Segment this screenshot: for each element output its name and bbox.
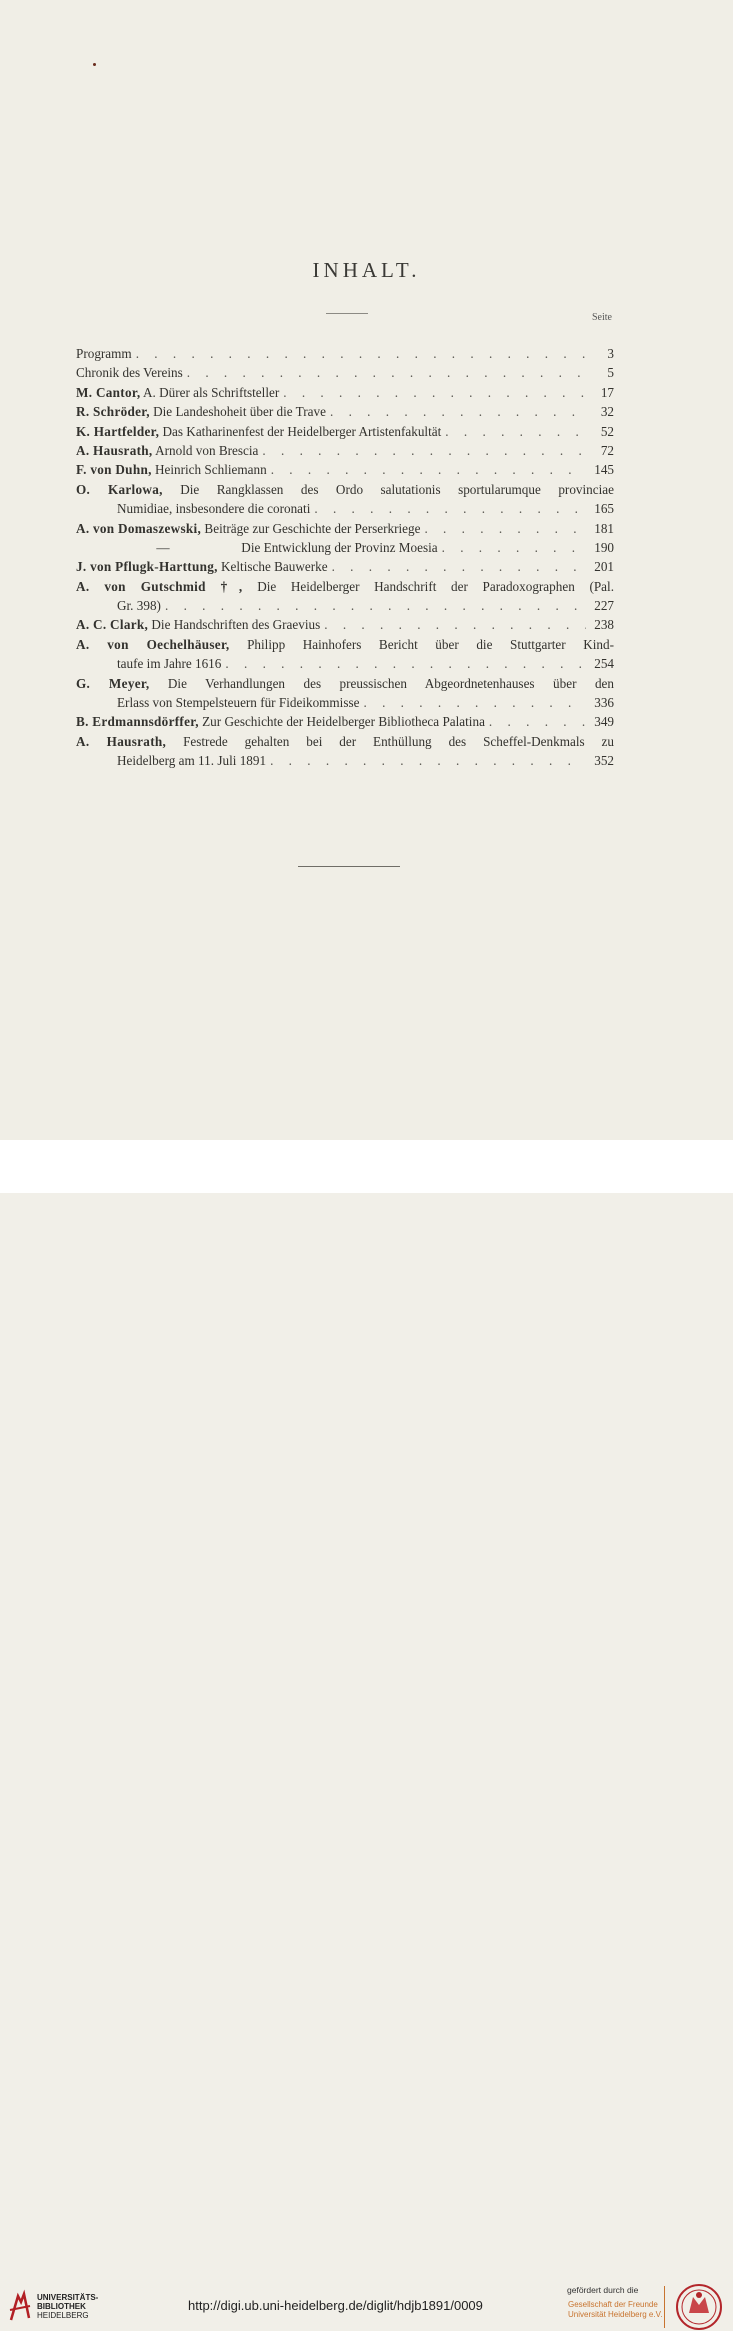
toc-entry [76, 538, 614, 557]
toc-entry-text: Programm [76, 346, 132, 361]
page-title: INHALT. [312, 258, 421, 282]
toc-entry [76, 441, 614, 460]
toc-page-number: 5 [607, 365, 614, 381]
sponsor-label: gefördert durch die [567, 2285, 639, 2295]
leader-dots [445, 422, 586, 441]
library-name-line: UNIVERSITÄTS- [37, 2293, 99, 2302]
toc-author: G. Meyer, [76, 675, 150, 691]
toc-entry [76, 615, 614, 634]
toc-title: Arnold von Brescia [155, 442, 259, 458]
toc-entry-continuation [76, 499, 614, 518]
toc-author: J. von Pflugk-Harttung, [76, 559, 218, 575]
toc-title: Das Katharinenfest der Heidelberger Artistenfakultät [162, 423, 442, 439]
toc-page-number: 3 [607, 346, 614, 361]
toc-page-number: 32 [600, 404, 614, 420]
toc-page-number: 201 [594, 559, 614, 575]
table-of-contents [76, 344, 614, 771]
leader-dots [187, 363, 586, 382]
toc-page-number: 145 [594, 462, 614, 478]
toc-page-number: 190 [594, 539, 614, 555]
leader-dots [324, 615, 586, 634]
seite-label: Seite [592, 312, 612, 323]
toc-title-continuation: Erlass von Stempelsteuern für Fideikommisse [117, 695, 360, 711]
toc-page-number: 181 [594, 520, 614, 536]
toc-entry [76, 519, 614, 538]
toc-author: A. Hausrath, [76, 733, 167, 749]
toc-author: K. Hartfelder, [76, 423, 160, 439]
title-rule [326, 313, 368, 314]
toc-page-number: 254 [594, 656, 614, 672]
digitization-footer [0, 1140, 733, 2320]
toc-title: Die Handschriften des Graevius [151, 617, 321, 633]
leader-dots [225, 654, 586, 673]
toc-page-number: 336 [594, 695, 614, 711]
toc-title-continuation: Numidiae, insbesondere die coronati [117, 501, 311, 517]
toc-page-number: 349 [594, 714, 614, 730]
leader-dots [363, 693, 586, 712]
university-library-logo-icon [8, 2288, 32, 2324]
toc-entry [76, 402, 614, 421]
toc-title: Die Heidelberger Handschrift der Paradoxographen (Pal. [257, 578, 614, 594]
leader-dots [489, 712, 586, 731]
toc-title: Festrede gehalten bei der Enthüllung des Scheffel-Denkmals zu [183, 733, 614, 749]
toc-author: A. von Gutschmid †, [76, 578, 243, 594]
toc-author: A. Hausrath, [76, 442, 153, 458]
toc-title: Keltische Bauwerke [221, 559, 328, 575]
toc-entry [76, 712, 614, 731]
scanned-page [0, 0, 733, 1140]
library-name [37, 2293, 98, 2320]
toc-title: Die Entwicklung der Provinz Moesia [241, 539, 438, 555]
leader-dots [271, 460, 586, 479]
toc-author: R. Schröder, [76, 404, 150, 420]
library-name-line: BIBLIOTHEK [37, 2302, 86, 2311]
toc-entry [76, 480, 614, 499]
leader-dots [442, 538, 586, 557]
sponsor-name-line: Universität Heidelberg e.V. [568, 2310, 663, 2319]
toc-entry-continuation [76, 693, 614, 712]
toc-author: A. C. Clark, [76, 617, 149, 633]
toc-author: A. von Domaszewski, [76, 520, 202, 536]
ditto-dash: — [156, 539, 170, 555]
toc-title-continuation: Heidelberg am 11. Juli 1891 [117, 753, 267, 769]
toc-title: A. Dürer als Schriftsteller [143, 384, 280, 400]
toc-entry-continuation [76, 751, 614, 770]
toc-author: B. Erdmannsdörffer, [76, 714, 199, 730]
toc-author: O. Karlowa, [76, 481, 163, 497]
toc-entry [76, 460, 614, 479]
toc-entry-continuation [76, 654, 614, 673]
toc-entry-text: Chronik des Vereins [76, 365, 183, 381]
leader-dots [283, 383, 586, 402]
university-seal-icon [673, 2283, 725, 2331]
toc-title-continuation: Gr. 398) [117, 598, 161, 614]
toc-page-number: 352 [594, 753, 614, 769]
leader-dots [270, 751, 586, 770]
toc-entry [76, 422, 614, 441]
toc-entry [76, 557, 614, 576]
toc-entry [76, 635, 614, 654]
toc-entry [76, 674, 614, 693]
toc-page-number: 72 [600, 442, 614, 458]
toc-title: Philipp Hainhofers Bericht über die Stuttgarter Kind- [247, 636, 615, 652]
toc-author: M. Cantor, [76, 384, 141, 400]
toc-entry [76, 577, 614, 596]
sponsor-name-line: Gesellschaft der Freunde [568, 2300, 658, 2309]
toc-title: Die Verhandlungen des preussischen Abgeordnetenhauses über den [167, 675, 614, 691]
toc-author: F. von Duhn, [76, 462, 152, 478]
toc-page-number: 17 [600, 384, 614, 400]
toc-title: Die Rangklassen des Ordo salutationis sportularumque provinciae [180, 481, 614, 497]
sponsor-name [568, 2300, 662, 2320]
leader-dots [314, 499, 586, 518]
leader-dots [136, 344, 586, 363]
toc-page-number: 227 [594, 598, 614, 614]
toc-entry [76, 383, 614, 402]
leader-dots [424, 519, 586, 538]
leader-dots [332, 557, 586, 576]
toc-title: Heinrich Schliemann [154, 462, 267, 478]
toc-entry-continuation [76, 596, 614, 615]
toc-entry [76, 344, 614, 363]
leader-dots [330, 402, 586, 421]
toc-entry [76, 363, 614, 382]
toc-entry [76, 732, 614, 751]
toc-title-continuation: taufe im Jahre 1616 [117, 656, 222, 672]
toc-title: Die Landeshoheit über die Trave [153, 404, 326, 420]
toc-title: Zur Geschichte der Heidelberger Bibliotheca Palatina [202, 714, 485, 730]
toc-page-number: 165 [594, 501, 614, 517]
toc-page-number: 52 [600, 423, 614, 439]
toc-title: Beiträge zur Geschichte der Perserkriege [204, 520, 421, 536]
closing-rule [298, 866, 400, 867]
toc-author: A. von Oechelhäuser, [76, 636, 230, 652]
leader-dots [165, 596, 586, 615]
ink-speck [93, 63, 96, 66]
library-name-line: HEIDELBERG [37, 2311, 89, 2320]
footer-divider [664, 2286, 665, 2328]
toc-page-number: 238 [594, 617, 614, 633]
permalink-url[interactable]: http://digi.ub.uni-heidelberg.de/diglit/hdjb1891/0009 [188, 2298, 483, 2313]
leader-dots [262, 441, 586, 460]
